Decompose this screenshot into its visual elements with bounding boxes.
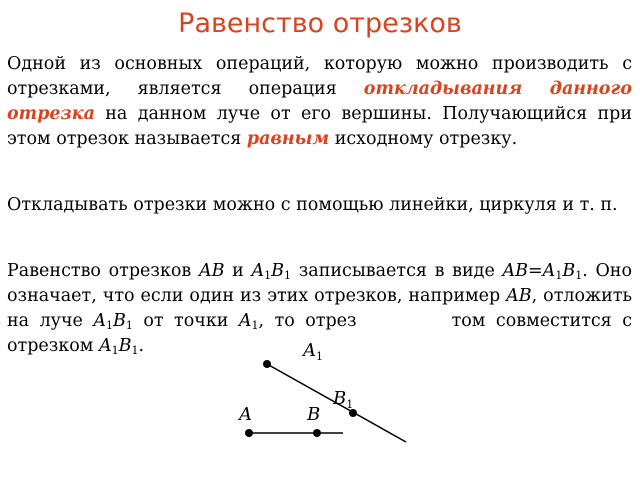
label-a: A [239, 404, 252, 425]
point-b-dot [313, 429, 321, 437]
intro-text-2: на данном луче от его вершины. Получающийся при этом отрезок называется [7, 104, 632, 149]
intro-text-3: исходному отрезку. [329, 129, 518, 149]
point-a1: $A_1$ [238, 311, 259, 332]
paragraph-tools: Откладывать отрезки можно с помощью линейки, циркуля и т. п. [7, 195, 618, 215]
label-b1: $B_1$ [333, 388, 354, 411]
point-a-dot [245, 429, 253, 437]
point-a1-dot [263, 360, 271, 368]
equality-text-2: и [224, 261, 252, 281]
page-title: Равенство отрезков [178, 8, 462, 39]
segment-ab: AB [198, 261, 225, 281]
intro-text-1: Одной из основных операций, которую можно производить с отрезками, является операция [7, 54, 632, 99]
equality-text-9: . [138, 336, 145, 356]
equality-text-5: , отложить на луче [7, 286, 632, 331]
equality-formula: $AB=A_1B_1$ [502, 261, 583, 282]
segment-a1b1: $A_1B_1$ [251, 261, 292, 282]
segment-a1b1-2: $A_1B_1$ [98, 336, 139, 357]
highlight-term-laying-off: откладывания данного отрезка [7, 79, 632, 124]
equality-text-3: записывается в виде [291, 261, 503, 281]
highlight-term-equal: равным [246, 129, 330, 149]
equality-text-6: от точки [132, 311, 239, 331]
ray-a1b1: $A_1B_1$ [93, 311, 133, 332]
equality-text-1: Равенство отрезков [7, 261, 199, 281]
equality-text-4: . Оно означает, что если один из этих отрезков, например [7, 261, 632, 306]
label-a1: $A_1$ [303, 340, 323, 363]
equality-text-7: , то отрез [258, 311, 357, 331]
label-b: B [307, 404, 321, 425]
segment-ab-2: AB [506, 286, 532, 306]
equality-text-8: том совместится с отрезком [7, 311, 632, 356]
